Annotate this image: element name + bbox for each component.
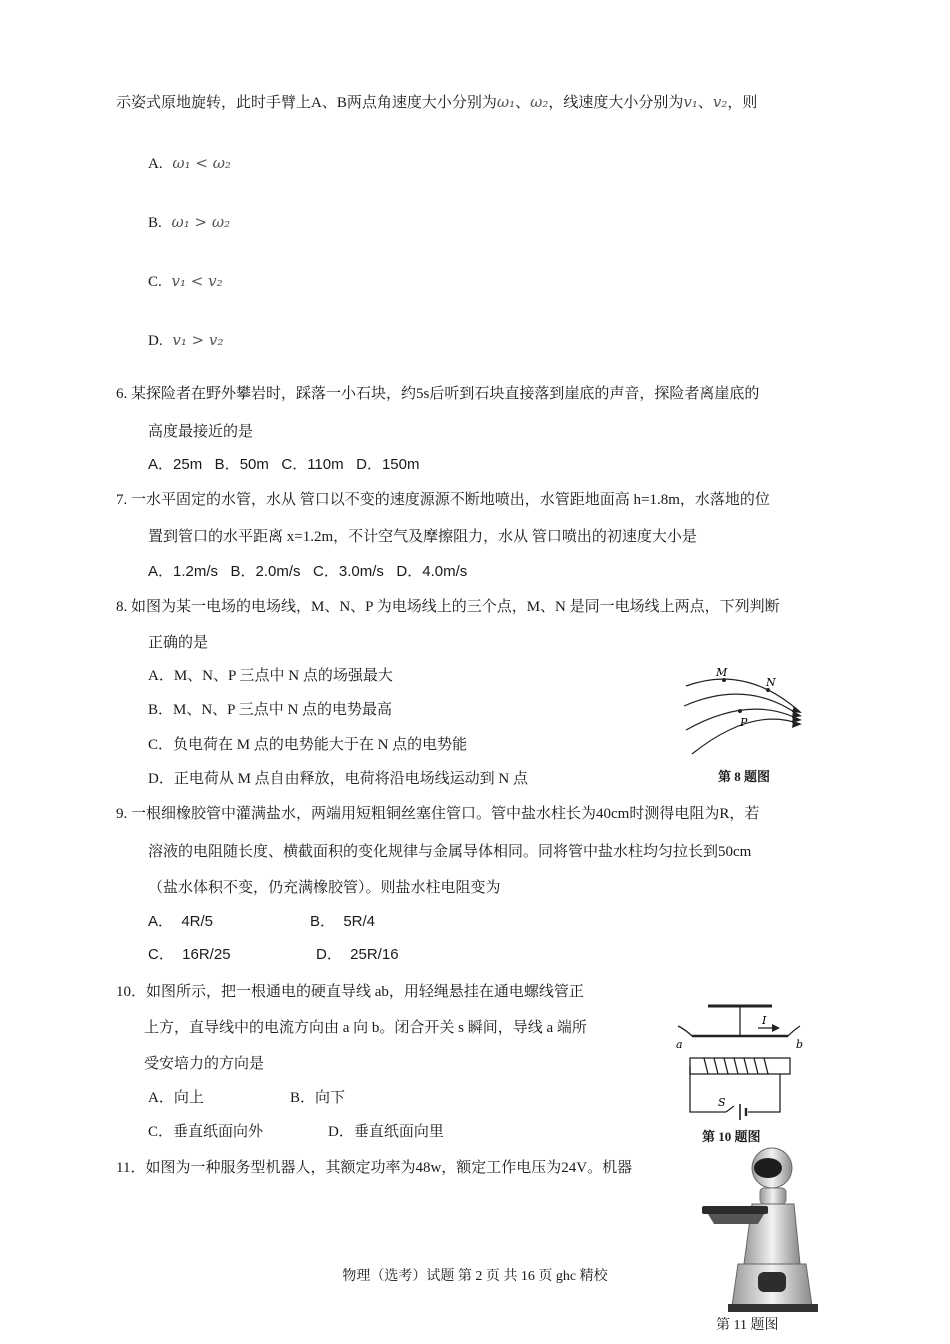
q5-option-b-expr: ω₁ > ω₂ bbox=[171, 213, 231, 231]
q5-text-a: 示姿式原地旋转，此时手臂上A、B两点角速度大小分别为 bbox=[116, 95, 497, 111]
q8-option-b: B．M、N、P 三点中 N 点的电势最高 bbox=[148, 702, 393, 718]
switch-lever bbox=[726, 1106, 734, 1112]
q6-line2: 高度最接近的是 bbox=[148, 424, 254, 440]
q5-option-b-label: B. bbox=[148, 215, 162, 231]
q5-option-a-expr: ω₁ < ω₂ bbox=[172, 154, 231, 172]
q8-line2: 正确的是 bbox=[148, 635, 209, 651]
q5-omega2: ω₂ bbox=[530, 93, 549, 111]
q7-line2: 置到管口的水平距离 x=1.2m，不计空气及摩擦阻力，水从 管口喷出的初速度大小是 bbox=[148, 529, 697, 545]
q5-sep1: 、 bbox=[515, 95, 531, 111]
field-line bbox=[686, 679, 800, 712]
q10-option-b: B．向下 bbox=[290, 1090, 346, 1106]
circuit-wire-right bbox=[748, 1074, 780, 1112]
solenoid-wire-figure bbox=[668, 996, 808, 1128]
q9-line2: 溶液的电阻随长度、横截面积的变化规律与金属导体相同。同将管中盐水柱均匀拉长到50cm bbox=[148, 844, 752, 860]
q5-option-d-expr: v₁ > v₂ bbox=[172, 331, 224, 349]
current-arrow-icon bbox=[772, 1024, 780, 1032]
q5-option-d bbox=[148, 330, 223, 351]
lead-b bbox=[788, 1026, 800, 1036]
q9-line3: （盐水体积不变，仍充满橡胶管）。则盐水柱电阻变为 bbox=[148, 880, 501, 896]
robot-arm bbox=[708, 1214, 764, 1224]
service-robot-figure bbox=[698, 1144, 822, 1314]
q5-option-d-label: D. bbox=[148, 333, 163, 349]
solenoid-coil bbox=[704, 1058, 768, 1074]
electric-field-lines-figure bbox=[676, 656, 808, 766]
q8-option-a: A．M、N、P 三点中 N 点的场强最大 bbox=[148, 668, 393, 684]
q5-option-b bbox=[148, 212, 230, 233]
label-n: N bbox=[766, 676, 776, 689]
q10-option-d: D．垂直纸面向里 bbox=[328, 1124, 444, 1140]
point-p bbox=[738, 709, 742, 713]
q5-text-b: ，线速度大小分别为 bbox=[548, 95, 684, 111]
q7-options: A．1.2m/s B．2.0m/s C．3.0m/s D．4.0m/s bbox=[148, 563, 468, 580]
page-footer: 物理（选考）试题 第 2 页 共 16 页 ghc 精校 bbox=[342, 1269, 608, 1284]
q8-line1: 8. 如图为某一电场的电场线，M、N、P 为电场线上的三个点，M、N 是同一电场线上两点，下列判断 bbox=[116, 599, 780, 615]
q8-figure-caption: 第 8 题图 bbox=[718, 769, 771, 784]
q6-options: A．25m B．50m C．110m D．150m bbox=[148, 456, 420, 473]
q5-option-a-label: A. bbox=[148, 156, 163, 172]
q6-line1: 6. 某探险者在野外攀岩时，踩落一小石块，约5s后听到石块直接落到崖底的声音，探险者离崖底的 bbox=[116, 386, 760, 402]
q5-sep2: 、 bbox=[697, 95, 713, 111]
robot-wheelbase bbox=[728, 1304, 818, 1312]
q5-option-c-expr: v₁ < v₂ bbox=[171, 272, 223, 290]
q9-option-a: A． 4R/5 bbox=[148, 913, 214, 930]
q9-option-b: B． 5R/4 bbox=[310, 913, 376, 930]
q9-line1: 9. 一根细橡胶管中灌满盐水，两端用短粗铜丝塞住管口。管中盐水柱长为40cm时测得电阻为R，若 bbox=[116, 806, 760, 822]
q10-line2: 上方，直导线中的电流方向由 a 向 b。闭合开关 s 瞬间，导线 a 端所 bbox=[144, 1020, 587, 1036]
q8-option-d: D．正电荷从 M 点自由释放，电荷将沿电场线运动到 N 点 bbox=[148, 771, 529, 787]
q9-option-c: C． 16R/25 bbox=[148, 946, 231, 963]
q11-line1: 11．如图为一种服务型机器人，其额定功率为48w，额定工作电压为24V。机器 bbox=[116, 1160, 633, 1176]
q5-stem-line bbox=[116, 92, 757, 113]
q5-v2: v₂ bbox=[712, 93, 728, 111]
q10-figure-caption: 第 10 题图 bbox=[702, 1129, 761, 1144]
q10-line1: 10．如图所示，把一根通电的硬直导线 ab，用轻绳悬挂在通电螺线管正 bbox=[116, 984, 584, 1000]
q5-text-c: ，则 bbox=[727, 95, 758, 111]
arrow-head-icon bbox=[792, 721, 802, 728]
robot-visor bbox=[754, 1158, 782, 1178]
q5-option-c bbox=[148, 271, 223, 292]
q10-option-a: A．向上 bbox=[148, 1090, 204, 1106]
label-switch-s: S bbox=[718, 1096, 726, 1109]
q5-option-c-label: C. bbox=[148, 274, 162, 290]
q5-option-a bbox=[148, 153, 231, 174]
q10-option-c: C．垂直纸面向外 bbox=[148, 1124, 264, 1140]
label-p: P bbox=[740, 716, 748, 729]
q10-line3: 受安培力的方向是 bbox=[144, 1056, 265, 1072]
label-current-i: I bbox=[762, 1014, 767, 1027]
q5-v1: v₁ bbox=[683, 93, 698, 111]
lead-a bbox=[678, 1026, 692, 1036]
robot-neck bbox=[760, 1188, 786, 1204]
q5-omega1: ω₁ bbox=[496, 93, 516, 111]
q11-figure-caption: 第 11 题图 bbox=[716, 1318, 779, 1333]
q9-option-d: D． 25R/16 bbox=[316, 946, 399, 963]
robot-tray bbox=[702, 1206, 768, 1214]
q7-line1: 7. 一水平固定的水管，水从 管口以不变的速度源源不断地喷出，水管距地面高 h=1.8m，水落地的位 bbox=[116, 492, 770, 508]
label-a: a bbox=[676, 1038, 683, 1051]
q8-option-c: C．负电荷在 M 点的电势能大于在 N 点的电势能 bbox=[148, 737, 468, 753]
label-b: b bbox=[796, 1038, 804, 1051]
label-m: M bbox=[716, 666, 728, 679]
